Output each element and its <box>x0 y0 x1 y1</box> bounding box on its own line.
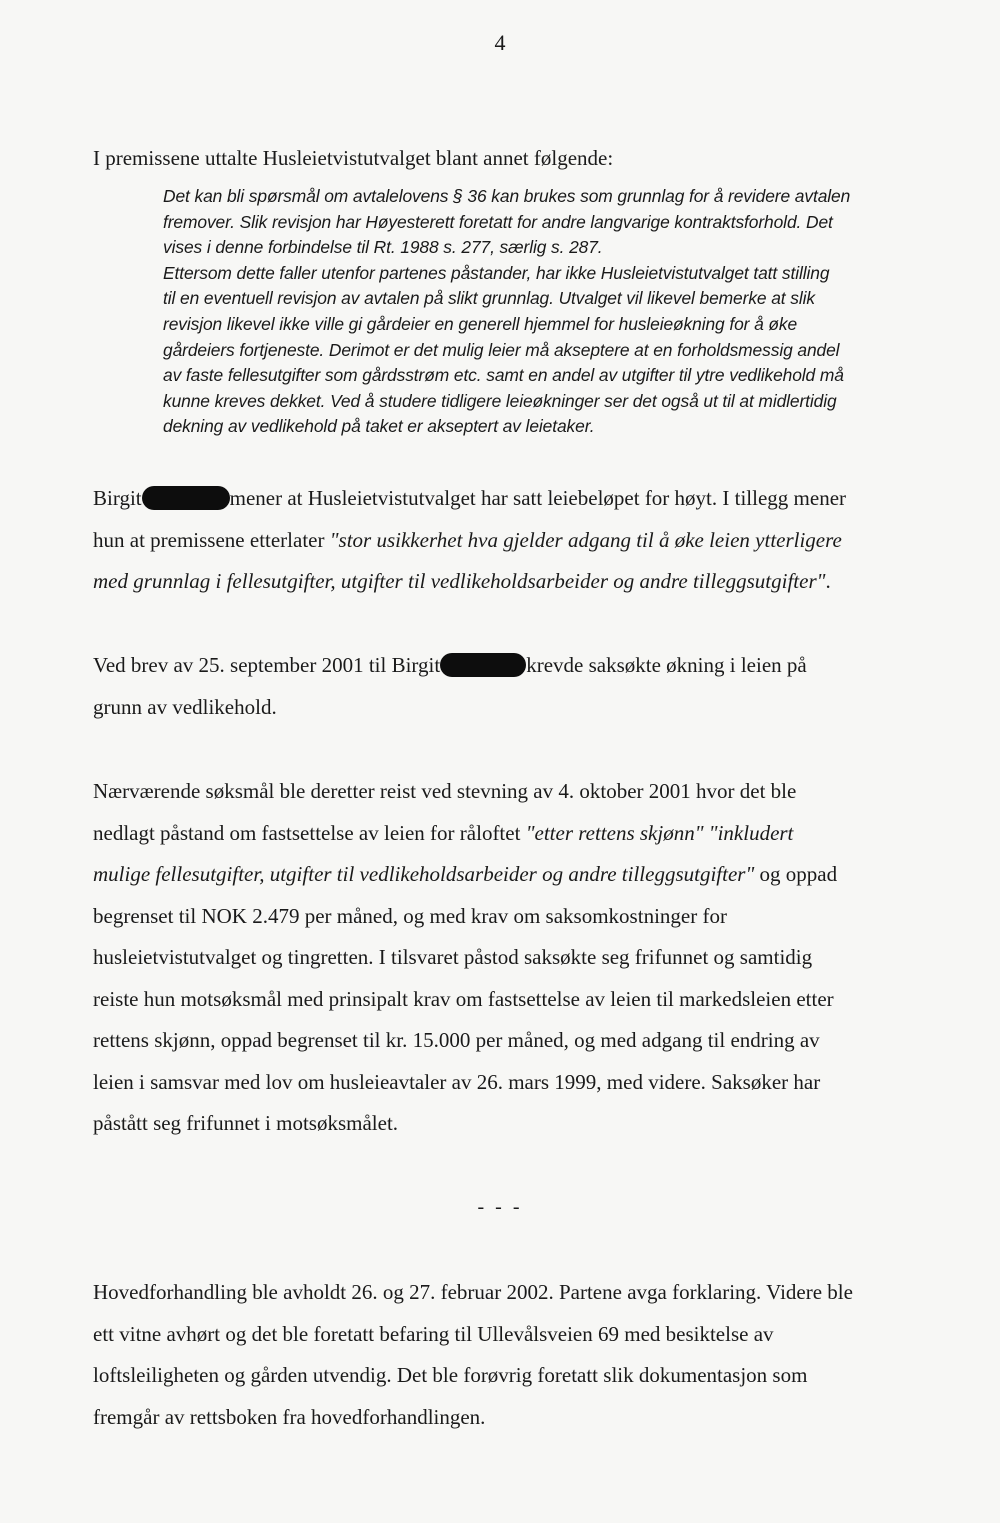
text: rettens skjønn, oppad begrenset til kr. 15.000 per måned, og med adgang til endring av <box>93 1028 820 1052</box>
block-quote <box>163 184 963 440</box>
text: fremgår av rettsboken fra hovedforhandlingen. <box>93 1404 486 1429</box>
text: hun at premissene etterlater <box>93 527 330 552</box>
text: krevde saksøkte økning i leien på <box>526 653 807 677</box>
quote-line: av faste fellesutgifter som gårdsstrøm etc. samt en andel av utgifter til ytre vedlikehold må <box>163 365 844 386</box>
page-number: 4 <box>494 30 506 55</box>
paragraph-letter <box>93 645 953 728</box>
text: påstått seg frifunnet i motsøksmålet. <box>93 1111 399 1135</box>
person-name: Birgit <box>93 486 142 510</box>
paragraph-main-hearing <box>93 1272 953 1438</box>
section-separator: - - - <box>477 1196 523 1218</box>
text: . <box>825 569 831 593</box>
text: og oppad <box>754 862 838 886</box>
text: reiste hun motsøksmål med prinsipalt krav om fastsettelse av leien til markedsleien etter <box>93 986 834 1011</box>
redaction-mark <box>440 653 526 677</box>
quote-line: fremover. Slik revisjon har Høyesterett foretatt for andre langvarige kontraktsforhold. Det <box>163 211 833 232</box>
intro-paragraph: I premissene uttalte Husleietvistutvalget blant annet følgende: <box>93 146 614 170</box>
text: Nærværende søksmål ble deretter reist ved stevning av 4. oktober 2001 hvor det ble <box>93 779 797 803</box>
text: Ved brev av 25. september 2001 til Birgit <box>93 653 441 677</box>
text: begrenset til NOK 2.479 per måned, og med krav om saksomkostninger for <box>93 903 727 928</box>
redaction-mark <box>142 486 230 510</box>
quote-line: Ettersom dette faller utenfor partenes påstander, har ikke Husleietvistutvalget tatt stilling <box>163 262 830 283</box>
quote-line: revisjon likevel ikke ville gi gårdeier en generell hjemmel for husleieøkning for å øke <box>163 313 798 334</box>
text: mener at Husleietvistutvalget har satt leiebeløpet for høyt. I tillegg mener <box>229 486 847 510</box>
quote-line: vises i denne forbindelse til Rt. 1988 s. 277, særlig s. 287. <box>163 237 603 258</box>
quoted-text: "etter rettens skjønn" "inkludert <box>525 820 794 845</box>
text: husleietvistutvalget og tingretten. I tilsvaret påstod saksøkte seg frifunnet og samtidig <box>93 945 813 969</box>
text: ett vitne avhørt og det ble foretatt befaring til Ullevålsveien 69 med besiktelse av <box>93 1321 774 1346</box>
quote-line: kunne kreves dekket. Ved å studere tidligere leieøkninger ser det også ut til at midlertidig <box>163 390 837 411</box>
text: grunn av vedlikehold. <box>93 694 277 719</box>
text: leien i samsvar med lov om husleieavtaler av 26. mars 1999, med videre. Saksøker har <box>93 1069 821 1094</box>
text: Hovedforhandling ble avholdt 26. og 27. februar 2002. Partene avga forklaring. Videre ble <box>93 1280 853 1304</box>
quote-line: dekning av vedlikehold på taket er akseptert av leietaker. <box>163 416 595 437</box>
text: loftsleiligheten og gården utvendig. Det ble forøvrig foretatt slik dokumentasjon som <box>93 1363 808 1387</box>
quote-line: Det kan bli spørsmål om avtalelovens § 36 kan brukes som grunnlag for å revidere avtalen <box>163 186 851 206</box>
paragraph-birgit-opinion <box>93 478 953 603</box>
quoted-text: med grunnlag i fellesutgifter, utgifter til vedlikeholdsarbeider og andre tilleggsutgifter" <box>93 569 826 593</box>
quoted-text: "stor usikkerhet hva gjelder adgang til å øke leien ytterligere <box>329 527 842 552</box>
quote-line: gårdeiers fortjeneste. Derimot er det mulig leier må akseptere at en forholdsmessig andel <box>163 339 840 360</box>
quoted-text: mulige fellesutgifter, utgifter til vedlikeholdsarbeider og andre tilleggsutgifter" <box>93 862 755 886</box>
quote-line: til en eventuell revisjon av avtalen på slikt grunnlag. Utvalget vil likevel bemerke at slik <box>163 288 815 309</box>
paragraph-lawsuit <box>93 771 953 1145</box>
text: nedlagt påstand om fastsettelse av leien for råloftet <box>93 820 526 845</box>
